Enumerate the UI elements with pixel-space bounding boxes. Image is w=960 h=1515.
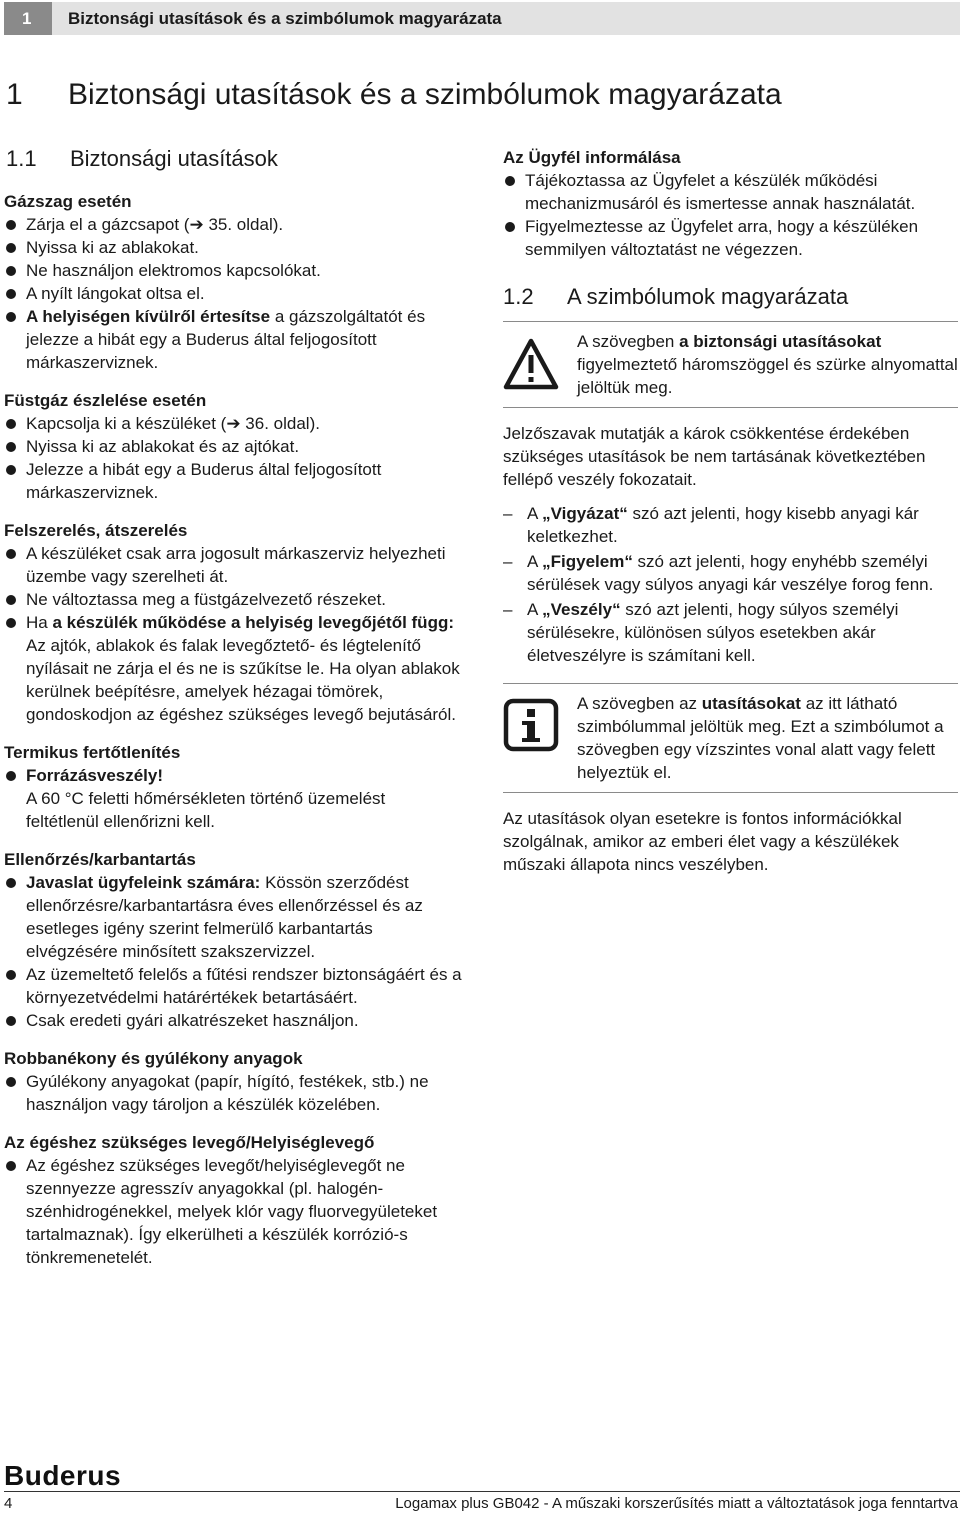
flue-list (4, 412, 462, 504)
buderus-logo: Buderus (4, 1460, 122, 1491)
divider (503, 792, 958, 793)
list-item: A készüléket csak arra jogosult márkaszerviz helyezheti üzembe vagy szerelheti át. (4, 542, 462, 588)
warning-box (503, 330, 958, 399)
list-item: Figyelmeztesse az Ügyfelet arra, hogy a készüléken semmilyen változtatást ne végezzen. (503, 215, 958, 261)
list-item: Tájékoztassa az Ügyfelet a készülék működési mechanizmusáról és ismertesse annak használatát. (503, 169, 958, 215)
list-item: Javaslat ügyfeleink számára: Kössön szerződést ellenőrzésre/karbantartásra éves ellenőrzéssel és az esetleges igény szerint felmerülő karbantartás elvégzésére minősített szakszervizzel. (4, 871, 462, 963)
gas-list (4, 213, 462, 374)
list-item: – A „Vigyázat“ szó azt jelenti, hogy kisebb anyagi kár keletkezhet. (503, 502, 958, 548)
section-1-1-title: Biztonsági utasítások (70, 146, 278, 171)
gas-heading: Gázszag esetén (4, 192, 132, 211)
header-chapter-title: Biztonsági utasítások és a szimbólumok magyarázata (68, 9, 502, 28)
list-item: – A „Veszély“ szó azt jelenti, hogy súlyos személyi sérülésekre, különösen súlyos esetekben akár életveszélyre is számítani kell. (503, 598, 958, 667)
combustion-air-heading: Az égéshez szükséges levegő/Helyiséglevegő (4, 1133, 375, 1152)
list-item: Gyúlékony anyagokat (papír, hígító, festékek, stb.) ne használjon vagy tároljon a készülék közelében. (4, 1070, 462, 1116)
thermal-heading: Termikus fertőtlenítés (4, 743, 181, 762)
list-item: Nyissa ki az ablakokat. (4, 236, 462, 259)
list-item: – A „Figyelem“ szó azt jelenti, hogy enyhébb személyi sérülések vagy súlyos anyagi kár veszélye forog fenn. (503, 550, 958, 596)
list-item: Jelezze a hibát egy a Buderus által feljogosított márkaszerviznek. (4, 458, 462, 504)
arrow-right-icon: ➔ (189, 215, 204, 234)
list-item: Nyissa ki az ablakokat és az ajtókat. (4, 435, 462, 458)
section-1-1-number: 1.1 (6, 146, 37, 171)
signal-intro: Jelzőszavak mutatják a károk csökkentése érdekében szükséges utasítások be nem tartásának következtében fellépő veszély fokozatait. (503, 424, 926, 489)
combustion-air-list (4, 1154, 462, 1269)
chapter-number: 1 (6, 78, 23, 111)
thermal-list (4, 764, 462, 833)
list-item: Kapcsolja ki a készüléket (➔ 36. oldal). (4, 412, 462, 435)
flue-heading: Füstgáz észlelése esetén (4, 391, 207, 410)
info-box-text: A szövegben az utasításokat az itt látható szimbólummal jelöltük meg. Ezt a szimbólumot a szövegben egy vízszintes vonal alatt vagy felett helyeztük el. (577, 694, 944, 782)
signal-word-list (503, 502, 958, 667)
list-item: A helyiségen kívülről értesítse a gázszolgáltatót és jelezze a hibát egy a Buderus által feljogosított márkaszerviznek. (4, 305, 462, 374)
flammable-list (4, 1070, 462, 1116)
info-icon (503, 698, 559, 758)
list-item: Forrázásveszély! A 60 °C feletti hőmérsékleten történő üzemelést feltétlenül ellenőrizni kell. (4, 764, 462, 833)
flammable-heading: Robbanékony és gyúlékony anyagok (4, 1049, 303, 1068)
document-title: Logamax plus GB042 - A műszaki korszerűsítés miatt a változtatások joga fenntartva (395, 1495, 958, 1512)
list-item: Az üzemeltető felelős a fűtési rendszer biztonságáért és a környezetvédelmi határértékek betartásáért. (4, 963, 462, 1009)
section-1-2-number: 1.2 (503, 284, 534, 309)
maintenance-list (4, 871, 462, 1032)
customer-list (503, 169, 958, 261)
list-item: Ne változtassa meg a füstgázelvezető részeket. (4, 588, 462, 611)
maintenance-heading: Ellenőrzés/karbantartás (4, 850, 196, 869)
section-1-2-title: A szimbólumok magyarázata (567, 284, 849, 309)
header-chapter-number: 1 (4, 2, 52, 35)
warning-triangle-icon (503, 338, 559, 396)
customer-heading: Az Ügyfél informálása (503, 148, 681, 167)
divider (503, 321, 958, 322)
chapter-title-text: Biztonsági utasítások és a szimbólumok magyarázata (68, 78, 782, 111)
chapter-header-bar (4, 2, 960, 35)
warning-box-text: A szövegben a biztonsági utasításokat figyelmeztető háromszöggel és szürke alnyomattal jelöltük meg. (577, 332, 958, 397)
arrow-right-icon: ➔ (226, 414, 241, 433)
chapter-title (6, 78, 782, 112)
list-item: Ne használjon elektromos kapcsolókat. (4, 259, 462, 282)
right-column (503, 146, 958, 876)
left-column (4, 190, 462, 1269)
section-1-2-heading (503, 283, 958, 311)
divider (503, 407, 958, 408)
info-box (503, 692, 958, 784)
install-list (4, 542, 462, 726)
divider (503, 683, 958, 684)
closing-paragraph: Az utasítások olyan esetekre is fontos információkkal szolgálnak, amikor az emberi élet vagy a készülékek műszaki állapota nincs veszélyben. (503, 809, 902, 874)
install-heading: Felszerelés, átszerelés (4, 521, 188, 540)
list-item: Zárja el a gázcsapot (➔ 35. oldal). (4, 213, 462, 236)
footer-divider (4, 1491, 960, 1492)
list-item: A nyílt lángokat oltsa el. (4, 282, 462, 305)
list-item: Csak eredeti gyári alkatrészeket használjon. (4, 1009, 462, 1032)
list-item: Az égéshez szükséges levegőt/helyiséglevegőt ne szennyezze agresszív anyagokkal (pl. halogén-szénhidrogénekkel, melyek klór vagy fluorvegyületeket tartalmaznak). Így elkerülheti a készülék korrózió-s tönkremenetelét. (4, 1154, 462, 1269)
page-number: 4 (4, 1495, 13, 1512)
section-1-1-heading (6, 146, 278, 172)
list-item: Ha a készülék működése a helyiség levegőjétől függ: Az ajtók, ablakok és falak levegőztető- és légtelenítő nyílásait ne zárja el és ne is szűkítse le. Ha olyan ablakok kerülnek beépítésre, amelyek hézagai tömörek, gondoskodjon az égéshez szükséges levegő bejutásáról. (4, 611, 462, 726)
